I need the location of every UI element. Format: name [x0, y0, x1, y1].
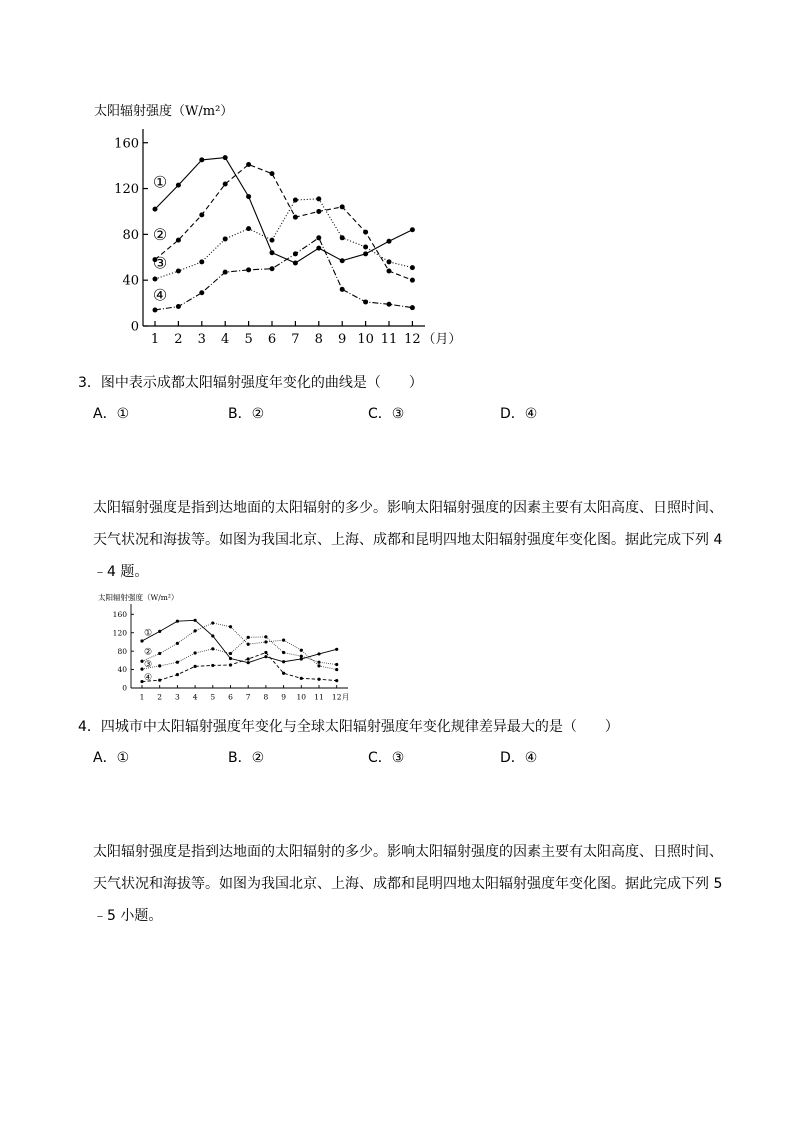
- data-point-s1: [316, 246, 321, 251]
- q3-option-d[interactable]: D．④: [500, 406, 538, 422]
- data-point-s1: [199, 157, 204, 162]
- data-point-s2: [229, 625, 232, 628]
- x-tick-label: 9: [338, 332, 347, 347]
- data-point-s3: [340, 235, 345, 240]
- data-point-s2: [335, 668, 338, 671]
- data-point-s4: [340, 287, 345, 292]
- data-point-s1: [270, 250, 275, 255]
- data-point-s3: [335, 663, 338, 666]
- data-point-s4: [387, 302, 392, 307]
- y-axis-title: 太阳辐射强度（W/m²）: [98, 593, 179, 602]
- data-point-s3: [317, 661, 320, 664]
- data-point-s4: [199, 290, 204, 295]
- data-point-s4: [264, 651, 267, 654]
- series-line-1: [152, 158, 412, 263]
- series-marker-2: ②: [152, 224, 168, 244]
- data-point-s4: [410, 305, 415, 310]
- question-4-stem: 4．四城市中太阳辐射强度年变化与全球太阳辐射强度年变化规律差异最大的是（ ）: [78, 719, 619, 735]
- data-point-s3: [247, 636, 250, 639]
- data-point-s1: [300, 657, 303, 660]
- passage-1-line-1: 太阳辐射强度是指到达地面的太阳辐射的多少。影响太阳辐射强度的因素主要有太阳高度、日照时间、: [93, 500, 723, 516]
- x-tick-label: 4: [192, 692, 198, 702]
- series-line-3: [152, 199, 412, 279]
- data-point-s3: [199, 259, 204, 264]
- series-marker-1: ①: [143, 628, 153, 639]
- y-tick-label: 40: [117, 665, 127, 675]
- data-point-s1: [293, 261, 298, 266]
- y-tick-label: 160: [112, 609, 127, 619]
- series-marker-3: ③: [143, 660, 153, 671]
- series-marker-4: ④: [143, 673, 153, 684]
- data-point-s2: [199, 212, 204, 217]
- data-point-s1: [247, 661, 250, 664]
- data-point-s2: [176, 642, 179, 645]
- data-point-s3: [153, 277, 158, 282]
- passage-2-line-3: ﹣5 小题。: [93, 908, 163, 924]
- data-point-s2: [176, 238, 181, 243]
- data-point-s1: [363, 251, 368, 256]
- series-line-2: [152, 164, 412, 280]
- x-tick-label: 1: [139, 692, 145, 702]
- data-point-s3: [176, 269, 181, 274]
- series-marker-4: ④: [152, 285, 168, 305]
- data-point-s1: [410, 227, 415, 232]
- data-point-s2: [282, 638, 285, 641]
- x-tick-label: 7: [245, 692, 251, 702]
- data-point-s1: [387, 239, 392, 244]
- passage-1-line-3: ﹣4 题。: [93, 564, 149, 580]
- passage-1-line-2: 天气状况和海拔等。如图为我国北京、上海、成都和昆明四地太阳辐射强度年变化图。据此完成下列 4: [93, 532, 723, 548]
- series-marker-1: ①: [152, 172, 168, 192]
- y-tick-label: 80: [122, 227, 139, 243]
- x-tick-label: 5: [210, 692, 216, 702]
- data-point-s1: [317, 652, 320, 655]
- x-tick-label: 5: [244, 332, 253, 347]
- data-point-s3: [293, 198, 298, 203]
- data-point-s4: [317, 678, 320, 681]
- series-line-1: [142, 620, 337, 662]
- q3-option-a[interactable]: A．①: [93, 406, 130, 422]
- question-3-stem: 3．图中表示成都太阳辐射强度年变化的曲线是（ ）: [78, 375, 423, 391]
- data-point-s1: [153, 207, 158, 212]
- y-tick-label: 160: [114, 136, 139, 152]
- x-tick-label: 2: [157, 692, 163, 702]
- y-tick-label: 0: [122, 683, 127, 693]
- data-point-s1: [140, 639, 143, 642]
- data-point-s3: [282, 651, 285, 654]
- q4-option-a[interactable]: A．①: [93, 750, 130, 766]
- data-point-s2: [363, 230, 368, 235]
- data-point-s3: [264, 635, 267, 638]
- data-point-s4: [247, 657, 250, 660]
- data-point-s3: [211, 647, 214, 650]
- data-point-s1: [223, 155, 228, 160]
- series-line-3: [142, 637, 337, 669]
- data-point-s2: [410, 278, 415, 283]
- y-tick-label: 120: [112, 628, 127, 638]
- x-tick-label: 6: [228, 692, 233, 702]
- data-point-s4: [363, 299, 368, 304]
- data-point-s3: [363, 244, 368, 249]
- x-tick-label: 9: [281, 692, 286, 702]
- data-point-s1: [194, 619, 197, 622]
- x-tick-label: 7: [291, 332, 300, 347]
- data-point-s3: [316, 196, 321, 201]
- data-point-s1: [282, 660, 285, 663]
- x-tick-label: 12: [404, 332, 421, 347]
- data-point-s2: [317, 664, 320, 667]
- data-point-s2: [293, 215, 298, 220]
- passage-2-line-1: 太阳辐射强度是指到达地面的太阳辐射的多少。影响太阳辐射强度的因素主要有太阳高度、日照时间、: [93, 844, 723, 860]
- data-point-s3: [158, 664, 161, 667]
- data-point-s2: [270, 171, 275, 176]
- y-tick-label: 80: [117, 646, 127, 656]
- x-tick-label: 2: [174, 332, 183, 347]
- data-point-s4: [300, 677, 303, 680]
- x-unit-label: 月: [341, 692, 350, 702]
- data-point-s3: [270, 238, 275, 243]
- data-point-s4: [293, 251, 298, 256]
- y-axis-title: 太阳辐射强度（W/m²）: [94, 104, 234, 119]
- data-point-s2: [211, 621, 214, 624]
- data-point-s2: [158, 652, 161, 655]
- series-line-4: [152, 238, 412, 310]
- data-point-s4: [211, 664, 214, 667]
- x-tick-label: 12: [331, 692, 342, 702]
- chart-large: [80, 95, 480, 360]
- x-tick-label: 11: [314, 692, 324, 702]
- data-point-s2: [264, 640, 267, 643]
- data-point-s4: [270, 266, 275, 271]
- q4-option-d[interactable]: D．④: [500, 750, 538, 766]
- x-tick-label: 4: [221, 332, 230, 347]
- data-point-s2: [223, 181, 228, 186]
- x-tick-label: 6: [267, 332, 277, 347]
- x-tick-label: 10: [296, 692, 307, 702]
- data-point-s4: [335, 679, 338, 682]
- series-marker-2: ②: [143, 647, 153, 658]
- data-point-s3: [410, 265, 415, 270]
- q3-option-c[interactable]: C．③: [368, 406, 405, 422]
- y-tick-label: 40: [122, 273, 139, 289]
- data-point-s4: [176, 304, 181, 309]
- data-point-s1: [176, 620, 179, 623]
- data-point-s1: [229, 657, 232, 660]
- data-point-s4: [176, 673, 179, 676]
- q4-option-c[interactable]: C．③: [368, 750, 405, 766]
- x-tick-label: 1: [150, 332, 160, 347]
- data-point-s3: [246, 226, 251, 231]
- chart-small: [96, 588, 366, 703]
- data-point-s4: [246, 267, 251, 272]
- q3-option-b[interactable]: B．②: [228, 406, 265, 422]
- data-point-s2: [246, 162, 251, 167]
- data-point-s4: [194, 665, 197, 668]
- data-point-s1: [340, 258, 345, 263]
- q4-option-b[interactable]: B．②: [228, 750, 265, 766]
- data-point-s1: [264, 655, 267, 658]
- data-point-s4: [223, 270, 228, 275]
- x-tick-label: 11: [380, 332, 398, 347]
- data-point-s1: [158, 630, 161, 633]
- data-point-s4: [158, 679, 161, 682]
- data-point-s1: [246, 194, 251, 199]
- data-point-s2: [300, 649, 303, 652]
- x-tick-label: 3: [175, 692, 180, 702]
- data-point-s2: [316, 209, 321, 214]
- data-point-s3: [387, 259, 392, 264]
- x-unit-label: （月）: [422, 332, 462, 347]
- x-tick-label: 8: [314, 332, 323, 347]
- passage-2-line-2: 天气状况和海拔等。如图为我国北京、上海、成都和昆明四地太阳辐射强度年变化图。据此完成下列 5: [93, 876, 723, 892]
- y-tick-label: 120: [114, 182, 139, 198]
- data-point-s2: [340, 204, 345, 209]
- data-point-s3: [223, 236, 228, 241]
- data-point-s3: [300, 655, 303, 658]
- data-point-s2: [387, 269, 392, 274]
- data-point-s2: [247, 643, 250, 646]
- data-point-s1: [335, 648, 338, 651]
- data-point-s4: [153, 307, 158, 312]
- x-tick-label: 8: [263, 692, 269, 702]
- data-point-s4: [229, 663, 232, 666]
- series-marker-3: ③: [152, 253, 168, 273]
- data-point-s1: [176, 183, 181, 188]
- data-point-s2: [194, 629, 197, 632]
- data-point-s3: [229, 652, 232, 655]
- data-point-s1: [211, 634, 214, 637]
- y-tick-label: 0: [130, 319, 139, 335]
- data-point-s3: [194, 651, 197, 654]
- x-tick-label: 3: [197, 332, 206, 347]
- data-point-s4: [316, 235, 321, 240]
- data-point-s3: [176, 661, 179, 664]
- x-tick-label: 10: [357, 332, 374, 347]
- series-line-2: [142, 623, 337, 670]
- data-point-s4: [282, 672, 285, 675]
